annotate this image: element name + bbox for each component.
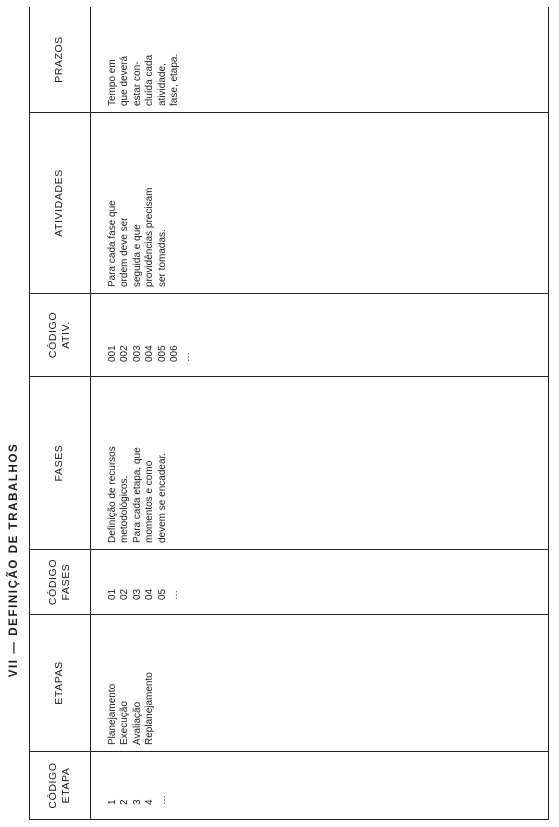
header-line: FASES [60,563,72,601]
table-header-row [30,7,91,820]
header-line: FASES [53,444,66,482]
header-line: CÓDIGO [46,762,59,809]
cell-line: Definição de recursos [107,446,118,543]
header-line: PRAZOS [53,36,66,83]
cell-prazos [91,7,549,113]
cell-line: atividade, [156,63,168,106]
cell-line: fase, etapa. [169,53,181,106]
cell-line: 3 [131,799,143,805]
header-codigo-etapa [30,752,91,820]
header-line: ATIV. [60,321,72,349]
cell-line: Para cada fase que [107,200,118,287]
cell-line: 2 [119,799,131,805]
cell-line: Tempo em [107,59,118,106]
table-body-row [91,7,549,820]
cell-line: 005 [156,345,168,362]
cell-line: Execução [119,701,131,745]
cell-line: Avaliação [131,701,143,745]
header-line: CÓDIGO [46,311,59,359]
cell-line: cluída cada [144,54,156,106]
cell-line: 1 [107,799,118,805]
cell-line: Planejamento [107,683,118,745]
cell-fases [91,377,549,550]
cell-codigo-ativ [91,294,549,377]
header-atividades [30,113,91,294]
cell-line: estar con- [131,61,143,106]
cell-line: metodológicos. [119,475,131,543]
cell-line: 01 [107,588,118,600]
cell-line: Replanejamento [144,672,156,745]
cell-line: 001 [107,345,118,362]
rotated-table-canvas [29,7,549,820]
cell-line: que deverá [119,55,131,106]
cell-line: 003 [131,345,143,362]
header-codigo-ativ [30,294,91,377]
page-title: VII — DEFINIÇÃO DE TRABALHOS [8,442,20,678]
header-fases [30,377,91,550]
header-prazos [30,7,91,113]
cell-line: 04 [144,588,156,600]
cell-codigo-fases [91,550,549,615]
cell-line: momentos e como [144,460,156,543]
cell-line: 05 [156,588,168,600]
cell-line: … [169,590,181,600]
cell-line: 002 [119,345,131,362]
cell-line: ser tomadas. [156,229,168,287]
page-title-margin [0,0,28,827]
cell-atividades [91,113,549,294]
cell-line: Para cada etapa, que [131,447,143,543]
cell-line: … [181,352,193,362]
cell-codigo-etapa [91,752,549,820]
cell-line: seguida e que [131,224,143,287]
work-definition-table-frame [29,7,549,820]
cell-line: ordem deve ser [119,217,131,287]
header-line: CÓDIGO [46,558,59,606]
cell-line: devem se encadear. [156,452,168,543]
cell-line: 03 [131,588,143,600]
header-codigo-fases [30,550,91,615]
header-line: ATIVIDADES [53,169,66,237]
cell-line: 4 [144,799,156,805]
cell-line: … [156,795,168,805]
cell-etapas [91,615,549,752]
cell-line: 02 [119,588,131,600]
work-definition-table [29,7,549,820]
header-line: ETAPAS [53,661,66,705]
header-line: ETAPA [60,767,72,804]
cell-line: 004 [144,345,156,362]
cell-line: 006 [169,345,181,362]
header-etapas [30,615,91,752]
cell-line: providências precisam [144,187,156,287]
